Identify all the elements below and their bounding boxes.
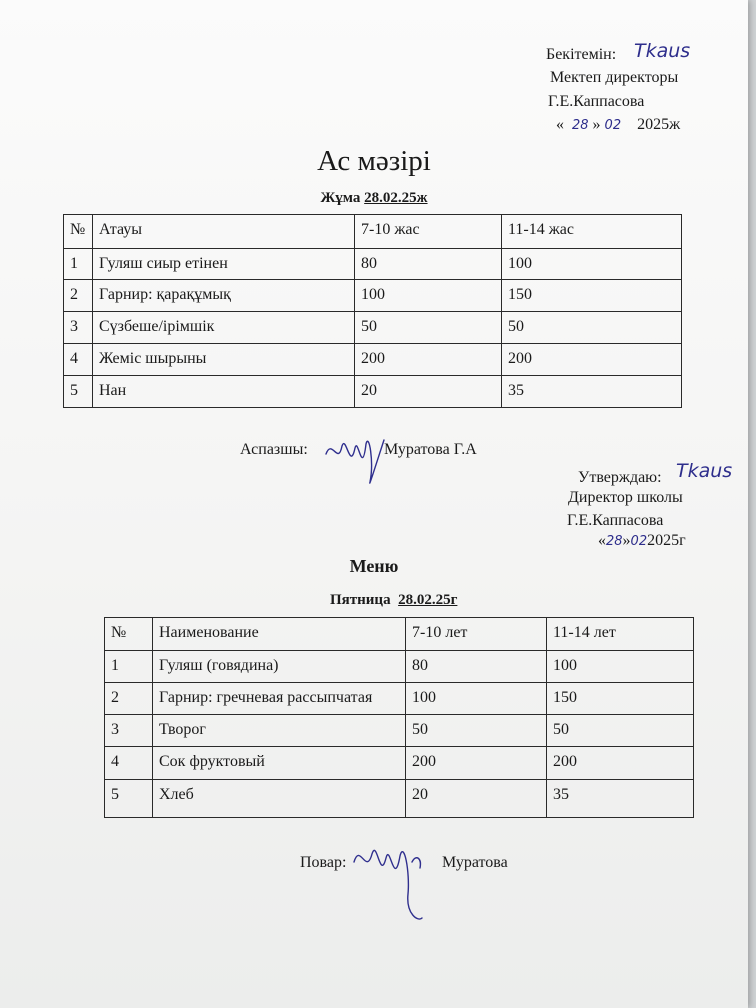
table-cell: 150 xyxy=(502,280,682,312)
ru-day-label: Пятница xyxy=(330,592,391,608)
table-cell: Гуляш (говядина) xyxy=(153,651,406,683)
kz-day-date: 28.02.25ж xyxy=(364,190,428,206)
table-cell: 5 xyxy=(64,376,93,408)
table-cell: 3 xyxy=(64,312,93,344)
table-header-cell: 11-14 жас xyxy=(502,215,682,249)
ru-title: Меню xyxy=(349,556,399,576)
ru-director-name: Г.Е.Каппасова xyxy=(567,512,664,529)
table-cell: Жеміс шырыны xyxy=(93,344,355,376)
table-row xyxy=(64,280,682,312)
kz-approve-signature: Tkaus xyxy=(634,40,691,62)
kz-title: Ас мәзірі xyxy=(317,145,431,177)
table-cell: 100 xyxy=(547,651,694,683)
table-cell: 80 xyxy=(406,651,547,683)
kz-menu-table xyxy=(63,214,682,408)
ru-day-line xyxy=(330,592,457,609)
table-cell: 200 xyxy=(406,747,547,780)
table-cell: 50 xyxy=(355,312,502,344)
table-row xyxy=(64,376,682,408)
table-cell: 4 xyxy=(105,747,153,780)
ru-cook-signature xyxy=(350,832,430,924)
date-year: 2025г xyxy=(647,532,686,549)
table-cell: 3 xyxy=(105,715,153,747)
table-cell: Сок фруктовый xyxy=(153,747,406,780)
table-cell: Гарнир: қарақұмық xyxy=(93,280,355,312)
table-cell: 5 xyxy=(105,780,153,818)
table-cell: 20 xyxy=(355,376,502,408)
table-cell: 100 xyxy=(502,249,682,280)
kz-cook-label: Аспазшы: xyxy=(240,441,308,458)
table-cell: Творог xyxy=(153,715,406,747)
kz-day-line xyxy=(0,190,748,207)
table-cell: 150 xyxy=(547,683,694,715)
table-row xyxy=(105,683,694,715)
table-cell: Хлеб xyxy=(153,780,406,818)
date-mid: » xyxy=(622,532,631,549)
table-cell: 100 xyxy=(406,683,547,715)
table-cell: Нан xyxy=(93,376,355,408)
table-header-cell: Атауы xyxy=(93,215,355,249)
ru-menu-table xyxy=(104,617,694,818)
table-cell: 50 xyxy=(406,715,547,747)
table-header-row xyxy=(64,215,682,249)
date-mid: » xyxy=(592,116,601,133)
ru-approve-signature: Tkaus xyxy=(676,460,733,482)
table-header-cell: Наименование xyxy=(153,618,406,651)
table-cell: 20 xyxy=(406,780,547,818)
table-cell: 200 xyxy=(502,344,682,376)
table-cell: Сүзбеше/ірімшік xyxy=(93,312,355,344)
table-cell: 200 xyxy=(547,747,694,780)
kz-director-name: Г.Е.Каппасова xyxy=(548,93,645,110)
table-header-row xyxy=(105,618,694,651)
date-open: « xyxy=(598,532,606,549)
table-cell: 50 xyxy=(547,715,694,747)
table-row xyxy=(105,651,694,683)
ru-director-title: Директор школы xyxy=(568,489,683,506)
table-cell: 1 xyxy=(64,249,93,280)
date-month: 02 xyxy=(604,118,622,133)
kz-cook-name: Муратова Г.А xyxy=(384,441,477,458)
table-header-cell: № xyxy=(64,215,93,249)
table-cell: 50 xyxy=(502,312,682,344)
table-header-cell: 11-14 лет xyxy=(547,618,694,651)
table-header-cell: 7-10 лет xyxy=(406,618,547,651)
table-row xyxy=(105,715,694,747)
table-row xyxy=(64,312,682,344)
kz-day-label: Жұма xyxy=(320,190,361,206)
table-row xyxy=(64,249,682,280)
table-cell: Гарнир: гречневая рассыпчатая xyxy=(153,683,406,715)
ru-day-date: 28.02.25г xyxy=(398,592,458,608)
kz-director-title: Мектеп директоры xyxy=(550,69,679,86)
table-cell: 200 xyxy=(355,344,502,376)
kz-approve-date xyxy=(556,117,680,133)
table-row xyxy=(105,747,694,780)
date-open: « xyxy=(556,116,564,133)
table-cell: 2 xyxy=(105,683,153,715)
ru-cook-name: Муратова xyxy=(442,854,508,871)
ru-approve-date xyxy=(598,533,686,549)
kz-cook-signature xyxy=(322,432,392,492)
table-cell: 100 xyxy=(355,280,502,312)
date-day: 28 xyxy=(572,118,589,133)
ru-cook-label: Повар: xyxy=(300,854,347,871)
table-cell: 35 xyxy=(502,376,682,408)
table-header-cell: № xyxy=(105,618,153,651)
table-cell: 1 xyxy=(105,651,153,683)
date-month: 02 xyxy=(630,534,648,549)
table-header-cell: 7-10 жас xyxy=(355,215,502,249)
date-year: 2025ж xyxy=(637,116,681,133)
kz-approve-label: Бекітемін: xyxy=(546,46,617,63)
table-cell: Гуляш сиыр етінен xyxy=(93,249,355,280)
table-cell: 35 xyxy=(547,780,694,818)
ru-approve-label: Утверждаю: xyxy=(578,469,662,486)
table-cell: 2 xyxy=(64,280,93,312)
table-row xyxy=(64,344,682,376)
table-cell: 4 xyxy=(64,344,93,376)
table-row xyxy=(105,780,694,818)
table-cell: 80 xyxy=(355,249,502,280)
date-day: 28 xyxy=(606,534,623,549)
